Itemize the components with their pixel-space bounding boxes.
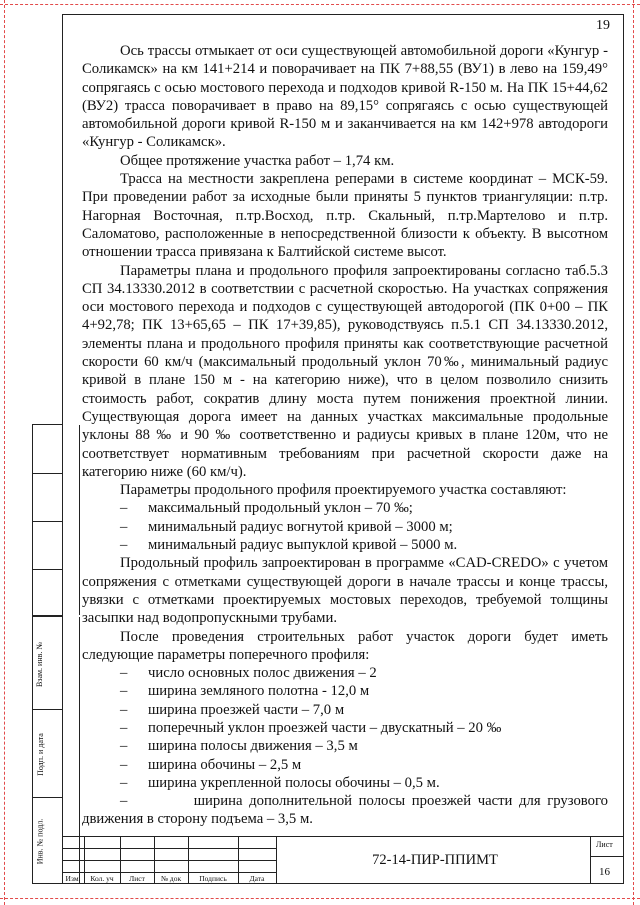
list-item — [82, 701, 608, 719]
list-dash: – — [120, 756, 128, 773]
sheet-label: Лист — [596, 840, 613, 849]
stamp-list: Лист — [129, 874, 145, 883]
paragraph: Параметры плана и продольного профиля запроектированы согласно таб.5.3 СП 34.13330.2012 в соответствии с расчетной скоростью. На участках сопряжения оси мостового перехода и подходов с существующей автодорогой (ПК 0+00 – ПК 4+92,78; ПК 13+65,65 – ПК 17+39,85), руководствуясь п.5.1 СП 34.13330.2012, элементы плана и продольного профиля приняты как соответствующие расчетной скорости 60 км/ч (максимальный продольный уклон 70‰, минимальный радиус кривой в плане 150 м - на категорию ниже), что в целом позволило снизить стоимость работ, сократив длину моста путем понижения проектной линии. Существующая дорога имеет на данных участках максимальные продольные уклоны 88 ‰ и 90 ‰ соответственно и радиусы кривых в плане 120м, что не соответствует нормативным требованиям при расчетной скорости даже на категорию ниже (60 км/ч). — [82, 262, 608, 480]
paragraph: Трасса на местности закреплена реперами в системе координат – МСК-59. При проведении работ за исходные были приняты 5 пунктов триангуляции: п.тр. Нагорная Восточная, п.тр.Восход, п.тр. Скальный, п.тр.Мартелово и п.тр. Саломатово, расположенные в непосредственной близости к объекту. В высотном отношении трасса привязана к Балтийской системе высот. — [82, 171, 608, 261]
side-label-inv: Инв. № подл. — [35, 818, 45, 864]
paragraph: Продольный профиль запроектирован в программе «CAD-CREDO» с учетом сопряжения с отметками существующей дороги в начале трассы и конце трассы, увязки с отметками проектируемых мостовых переходов, требуемой толщины засыпки над водопропускными трубами. — [82, 555, 608, 627]
stamp-izm: Изм. — [65, 874, 81, 883]
stamp-ndok: № док — [160, 874, 182, 883]
list-item — [82, 774, 608, 792]
list-item — [82, 737, 608, 755]
list-item — [82, 756, 608, 774]
list-item — [82, 518, 608, 536]
cut-line-right — [633, 0, 634, 905]
list-item-text: ширина земляного полотна - 12,0 м — [148, 683, 370, 700]
list-dash: – — [120, 518, 128, 535]
list-item — [82, 682, 608, 700]
list-item — [82, 719, 608, 737]
paragraph: После проведения строительных работ участок дороги будет иметь следующие параметры поперечного профиля: — [82, 628, 608, 663]
sheet-number: 16 — [599, 866, 610, 878]
list-dash: – — [120, 665, 128, 682]
list-item-text: ширина обочины – 2,5 м — [148, 756, 302, 773]
list-item — [82, 499, 608, 517]
list-dash: – — [120, 738, 128, 755]
side-label-podp: Подп. и дата — [35, 732, 45, 776]
cut-line-top — [0, 4, 640, 5]
list-dash: – — [120, 500, 128, 517]
list-item-text: ширина укрепленной полосы обочины – 0,5 м. — [148, 774, 440, 791]
paragraph: – ширина дополнительной полосы проезжей части для грузового движения в сторону подъема – 3,5 м. — [82, 793, 612, 828]
cut-line-left — [4, 0, 5, 905]
list-item-text: минимальный радиус вогнутой кривой – 3000 м; — [148, 518, 453, 535]
side-label-vzam: Взам. инв. № — [35, 641, 45, 687]
stamp-kol: Кол. уч — [90, 874, 114, 883]
list-item-text: максимальный продольный уклон – 70 ‰; — [148, 500, 413, 517]
list-item — [82, 664, 608, 682]
paragraph: Параметры продольного профиля проектируемого участка составляют: — [120, 482, 567, 499]
paragraph: Ось трассы отмыкает от оси существующей автомобильной дороги «Кунгур - Соликамск» на км 141+214 и поворачивает на ПК 7+88,55 (ВУ1) в лево на 159,49° сопрягаясь с осью мостового перехода и подходов кривой R-150 м. На ПК 15+44,62 (ВУ2) трасса поворачивает в право на 89,15° сопрягаясь с осью существующей автомобильной дороги кривой R-150 м и заканчивается на км 142+978 автодороги «Кунгур - Соликамск». — [82, 43, 608, 151]
list-dash: – — [120, 701, 128, 718]
document-code: 72-14-ПИР-ППИМТ — [372, 852, 498, 868]
list-dash: – — [120, 683, 128, 700]
side-box-upper — [32, 424, 62, 616]
page-number: 19 — [596, 18, 610, 33]
list-item-text: ширина проезжей части – 7,0 м — [148, 701, 345, 718]
document-body — [82, 42, 612, 829]
list-item-text: поперечный уклон проезжей части – двускатный – 20 ‰ — [148, 719, 502, 736]
list-item-text: ширина полосы движения – 3,5 м — [148, 738, 358, 755]
list-dash: – — [120, 719, 128, 736]
list-item-text: число основных полос движения – 2 — [148, 665, 377, 682]
list-dash: – — [120, 537, 128, 554]
list-item — [82, 536, 608, 554]
stamp-data: Дата — [249, 874, 265, 883]
list-item-text: минимальный радиус выпуклой кривой – 5000 м. — [148, 537, 458, 554]
list-dash: – — [120, 774, 128, 791]
paragraph: Общее протяжение участка работ – 1,74 км. — [120, 152, 395, 169]
cut-line-bottom — [0, 898, 640, 899]
stamp-podpis: Подпись — [199, 874, 227, 883]
